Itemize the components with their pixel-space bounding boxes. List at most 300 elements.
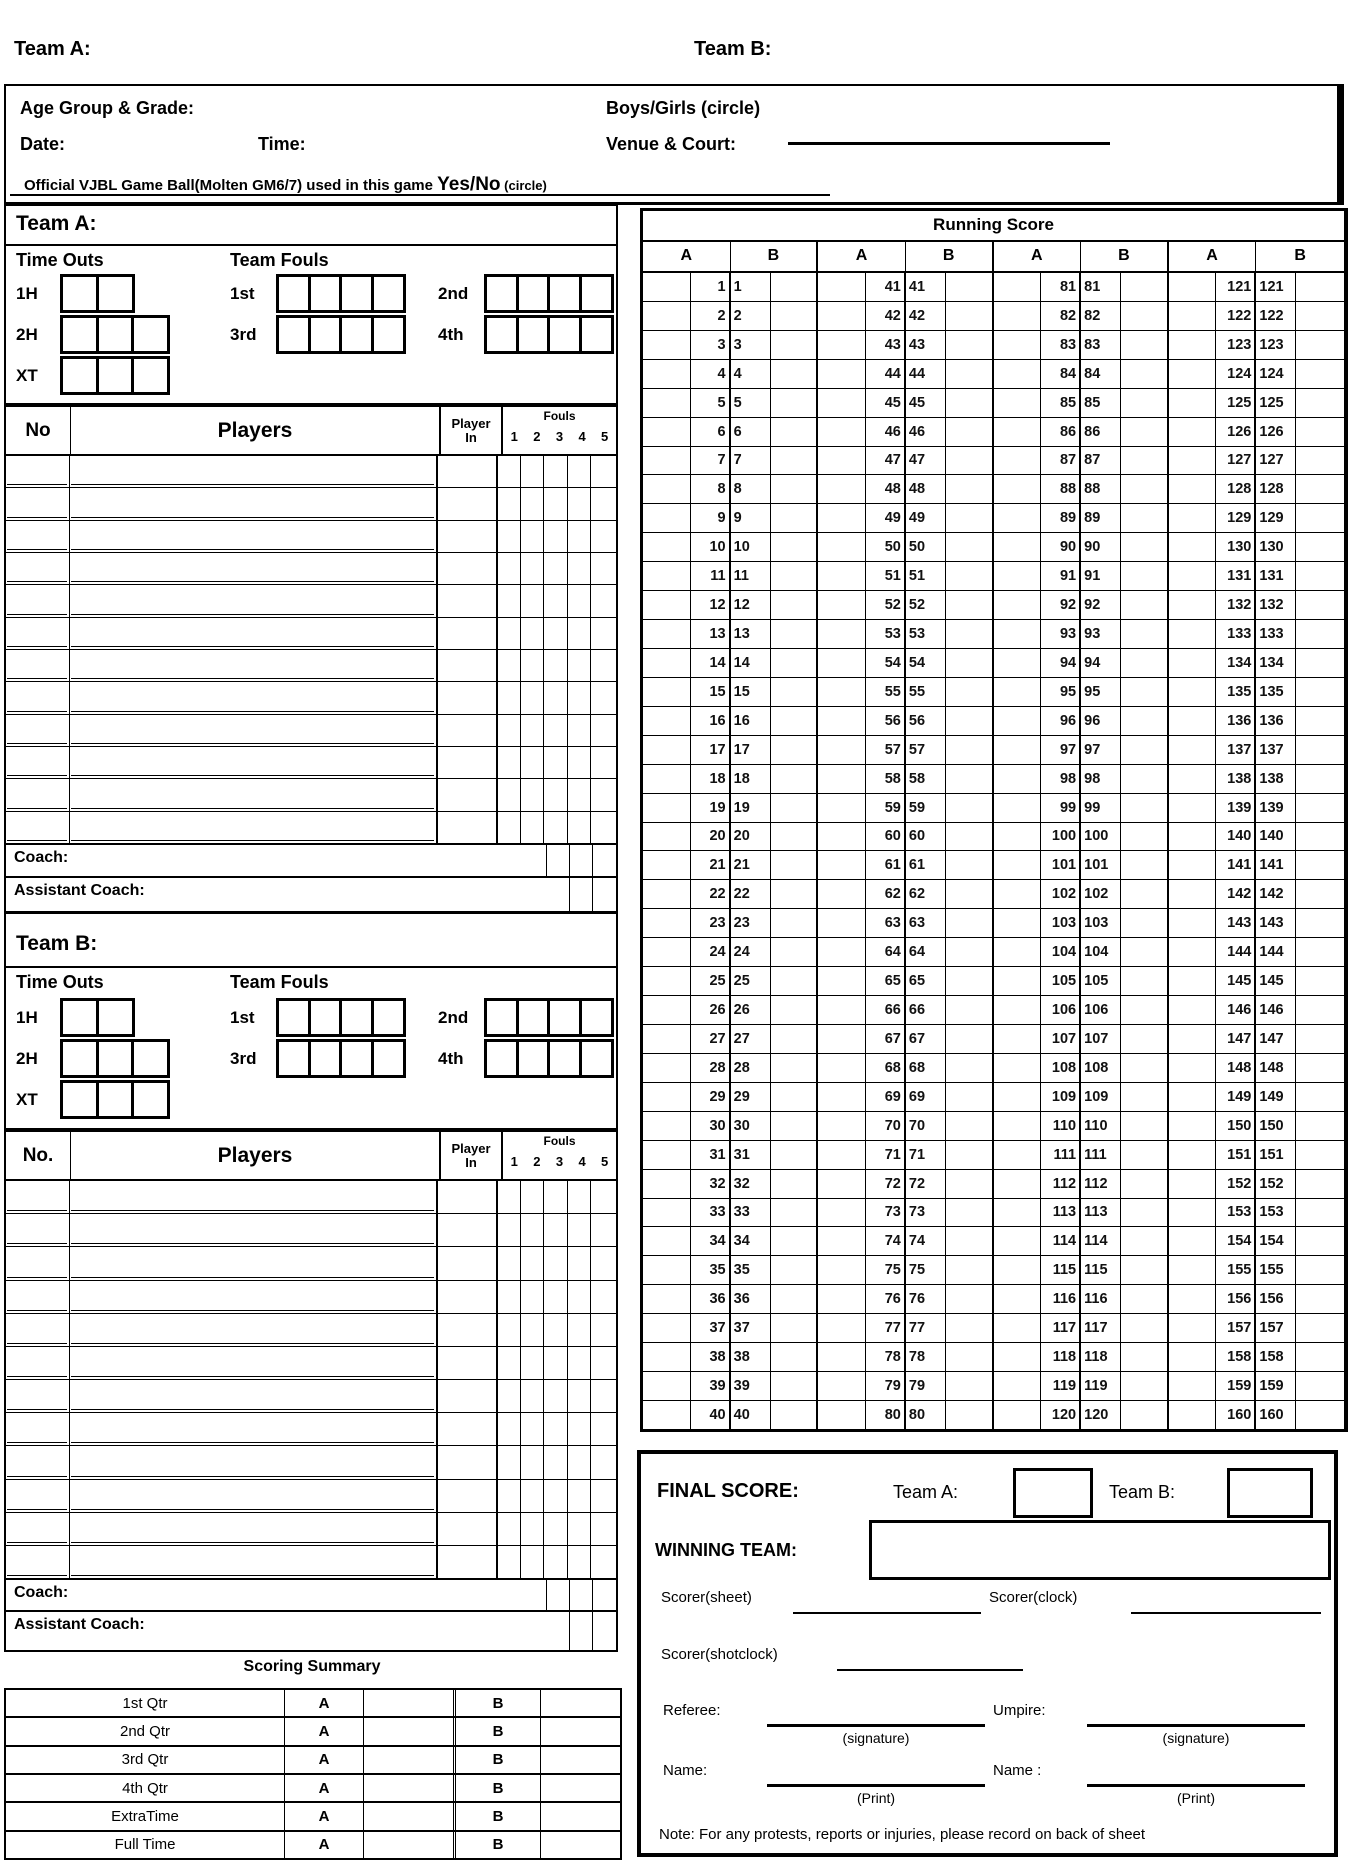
- score-entry-cell-a[interactable]: [994, 823, 1042, 851]
- score-entry-cell-b[interactable]: [1296, 1112, 1344, 1140]
- player-foul-cell[interactable]: [568, 1513, 591, 1545]
- score-number-a[interactable]: 67: [866, 1025, 906, 1053]
- score-entry-cell-a[interactable]: [818, 1199, 866, 1227]
- score-entry-cell-b[interactable]: [771, 1170, 819, 1198]
- player-number-cell[interactable]: [6, 1281, 70, 1313]
- score-entry-cell-b[interactable]: [1121, 591, 1169, 619]
- score-entry-cell-a[interactable]: [1169, 1170, 1217, 1198]
- score-entry-cell-a[interactable]: [994, 360, 1042, 388]
- player-in-cell[interactable]: [438, 1380, 498, 1412]
- score-entry-cell-a[interactable]: [818, 649, 866, 677]
- score-number-b[interactable]: 142: [1256, 880, 1296, 908]
- score-entry-cell-b[interactable]: [1121, 938, 1169, 966]
- player-number-cell[interactable]: [6, 1181, 70, 1213]
- score-entry-cell-b[interactable]: [946, 591, 994, 619]
- score-entry-cell-b[interactable]: [771, 389, 819, 417]
- score-entry-cell-b[interactable]: [1121, 1343, 1169, 1371]
- score-number-a[interactable]: 153: [1216, 1199, 1256, 1227]
- player-foul-cell[interactable]: [568, 1480, 591, 1512]
- score-number-a[interactable]: 128: [1216, 475, 1256, 503]
- player-foul-cell[interactable]: [544, 1446, 567, 1478]
- score-entry-cell-a[interactable]: [643, 909, 691, 937]
- score-number-a[interactable]: 111: [1041, 1141, 1081, 1169]
- score-number-a[interactable]: 32: [691, 1170, 731, 1198]
- score-number-b[interactable]: 110: [1081, 1112, 1121, 1140]
- team-foul-box[interactable]: [516, 998, 551, 1037]
- player-number-cell[interactable]: [6, 812, 70, 843]
- score-number-a[interactable]: 45: [866, 389, 906, 417]
- score-entry-cell-a[interactable]: [1169, 1256, 1217, 1284]
- score-number-b[interactable]: 90: [1081, 533, 1121, 561]
- player-foul-cell[interactable]: [521, 553, 544, 584]
- score-entry-cell-b[interactable]: [1296, 909, 1344, 937]
- score-entry-cell-b[interactable]: [1296, 591, 1344, 619]
- player-in-cell[interactable]: [438, 488, 498, 519]
- team-b-coach-row[interactable]: [4, 1580, 618, 1612]
- score-entry-cell-b[interactable]: [771, 418, 819, 446]
- player-foul-cell[interactable]: [568, 1546, 591, 1578]
- score-entry-cell-b[interactable]: [946, 996, 994, 1024]
- player-in-cell[interactable]: [438, 585, 498, 616]
- score-number-b[interactable]: 144: [1256, 938, 1296, 966]
- team-b-score-box[interactable]: [1227, 1468, 1313, 1518]
- player-name-cell[interactable]: [70, 585, 438, 616]
- player-foul-cell[interactable]: [521, 1314, 544, 1346]
- score-entry-cell-a[interactable]: [818, 302, 866, 330]
- score-entry-cell-b[interactable]: [1296, 1141, 1344, 1169]
- score-number-b[interactable]: 105: [1081, 967, 1121, 995]
- score-entry-cell-a[interactable]: [994, 1170, 1042, 1198]
- score-entry-cell-a[interactable]: [643, 504, 691, 532]
- score-number-b[interactable]: 107: [1081, 1025, 1121, 1053]
- score-entry-cell-a[interactable]: [1169, 678, 1217, 706]
- score-entry-cell-a[interactable]: [994, 880, 1042, 908]
- score-number-a[interactable]: 15: [691, 678, 731, 706]
- score-number-a[interactable]: 92: [1041, 591, 1081, 619]
- player-foul-cell[interactable]: [591, 1380, 614, 1412]
- score-number-a[interactable]: 24: [691, 938, 731, 966]
- player-foul-cell[interactable]: [498, 779, 521, 810]
- score-entry-cell-b[interactable]: [1296, 562, 1344, 590]
- score-entry-cell-a[interactable]: [1169, 1025, 1217, 1053]
- umpire-signature-line[interactable]: [1087, 1698, 1305, 1727]
- score-entry-cell-b[interactable]: [1121, 794, 1169, 822]
- score-entry-cell-a[interactable]: [818, 418, 866, 446]
- player-foul-cell[interactable]: [568, 812, 591, 843]
- score-entry-cell-b[interactable]: [1296, 273, 1344, 301]
- score-entry-cell-b[interactable]: [1296, 649, 1344, 677]
- player-foul-cell[interactable]: [568, 521, 591, 552]
- player-foul-cell[interactable]: [568, 1314, 591, 1346]
- player-foul-cell[interactable]: [568, 1413, 591, 1445]
- score-number-a[interactable]: 4: [691, 360, 731, 388]
- team-foul-box[interactable]: [276, 274, 311, 313]
- score-entry-cell-b[interactable]: [946, 1199, 994, 1227]
- score-entry-cell-a[interactable]: [1169, 1343, 1217, 1371]
- score-entry-cell-a[interactable]: [994, 678, 1042, 706]
- score-number-b[interactable]: 117: [1081, 1314, 1121, 1342]
- player-in-cell[interactable]: [438, 1347, 498, 1379]
- player-foul-cell[interactable]: [568, 488, 591, 519]
- score-entry-cell-b[interactable]: [771, 1112, 819, 1140]
- score-number-a[interactable]: 34: [691, 1227, 731, 1255]
- score-entry-cell-a[interactable]: [643, 1372, 691, 1400]
- score-number-a[interactable]: 130: [1216, 533, 1256, 561]
- score-number-a[interactable]: 81: [1041, 273, 1081, 301]
- player-foul-cell[interactable]: [498, 1480, 521, 1512]
- score-entry-cell-b[interactable]: [1121, 1141, 1169, 1169]
- score-number-b[interactable]: 113: [1081, 1199, 1121, 1227]
- player-foul-cell[interactable]: [544, 1546, 567, 1578]
- player-foul-cell[interactable]: [498, 1380, 521, 1412]
- player-foul-cell[interactable]: [521, 521, 544, 552]
- score-entry-cell-a[interactable]: [818, 273, 866, 301]
- score-number-b[interactable]: 16: [731, 707, 771, 735]
- score-entry-cell-a[interactable]: [994, 851, 1042, 879]
- player-name-cell[interactable]: [70, 650, 438, 681]
- player-number-cell[interactable]: [6, 456, 70, 487]
- score-entry-cell-a[interactable]: [994, 1199, 1042, 1227]
- player-foul-cell[interactable]: [521, 1247, 544, 1279]
- score-entry-cell-b[interactable]: [1296, 880, 1344, 908]
- score-number-b[interactable]: 140: [1256, 823, 1296, 851]
- score-entry-cell-a[interactable]: [1169, 273, 1217, 301]
- player-name-cell[interactable]: [70, 521, 438, 552]
- score-number-a[interactable]: 74: [866, 1227, 906, 1255]
- score-entry-cell-b[interactable]: [1121, 1199, 1169, 1227]
- player-foul-cell[interactable]: [591, 618, 614, 649]
- player-foul-cell[interactable]: [544, 747, 567, 778]
- player-foul-cell[interactable]: [591, 1247, 614, 1279]
- score-number-a[interactable]: 40: [691, 1401, 731, 1429]
- score-number-a[interactable]: 110: [1041, 1112, 1081, 1140]
- score-number-b[interactable]: 58: [906, 765, 946, 793]
- score-number-b[interactable]: 95: [1081, 678, 1121, 706]
- score-number-b[interactable]: 83: [1081, 331, 1121, 359]
- score-number-a[interactable]: 38: [691, 1343, 731, 1371]
- score-entry-cell-b[interactable]: [1121, 909, 1169, 937]
- score-entry-cell-b[interactable]: [771, 1314, 819, 1342]
- player-foul-cell[interactable]: [498, 1247, 521, 1279]
- score-number-a[interactable]: 47: [866, 447, 906, 475]
- player-foul-cell[interactable]: [591, 553, 614, 584]
- score-entry-cell-a[interactable]: [818, 880, 866, 908]
- score-number-b[interactable]: 86: [1081, 418, 1121, 446]
- score-number-a[interactable]: 83: [1041, 331, 1081, 359]
- score-entry-cell-b[interactable]: [771, 707, 819, 735]
- score-entry-cell-a[interactable]: [1169, 620, 1217, 648]
- score-entry-cell-b[interactable]: [1121, 504, 1169, 532]
- score-number-b[interactable]: 93: [1081, 620, 1121, 648]
- score-number-b[interactable]: 112: [1081, 1170, 1121, 1198]
- score-number-a[interactable]: 44: [866, 360, 906, 388]
- score-entry-cell-a[interactable]: [994, 447, 1042, 475]
- score-entry-cell-b[interactable]: [1296, 851, 1344, 879]
- score-entry-cell-a[interactable]: [1169, 302, 1217, 330]
- team-foul-box[interactable]: [339, 315, 374, 354]
- score-number-a[interactable]: 155: [1216, 1256, 1256, 1284]
- score-entry-cell-b[interactable]: [946, 504, 994, 532]
- score-entry-cell-b[interactable]: [946, 533, 994, 561]
- player-number-cell[interactable]: [6, 1546, 70, 1578]
- score-number-a[interactable]: 90: [1041, 533, 1081, 561]
- boys-girls-label[interactable]: Boys/Girls (circle): [606, 98, 761, 118]
- summary-team-a-score-cell[interactable]: [363, 1747, 453, 1773]
- score-number-a[interactable]: 66: [866, 996, 906, 1024]
- player-in-cell[interactable]: [438, 1181, 498, 1213]
- score-entry-cell-a[interactable]: [643, 707, 691, 735]
- score-entry-cell-a[interactable]: [818, 389, 866, 417]
- score-number-a[interactable]: 8: [691, 475, 731, 503]
- score-entry-cell-b[interactable]: [771, 1227, 819, 1255]
- score-entry-cell-a[interactable]: [818, 1401, 866, 1429]
- score-entry-cell-a[interactable]: [994, 331, 1042, 359]
- player-foul-cell[interactable]: [498, 1513, 521, 1545]
- score-number-b[interactable]: 38: [731, 1343, 771, 1371]
- score-number-a[interactable]: 54: [866, 649, 906, 677]
- score-entry-cell-a[interactable]: [643, 302, 691, 330]
- player-number-cell[interactable]: [6, 1247, 70, 1279]
- score-entry-cell-b[interactable]: [946, 678, 994, 706]
- team-foul-box[interactable]: [276, 1039, 311, 1078]
- player-foul-cell[interactable]: [544, 585, 567, 616]
- score-number-b[interactable]: 31: [731, 1141, 771, 1169]
- player-in-cell[interactable]: [438, 618, 498, 649]
- score-entry-cell-b[interactable]: [771, 1083, 819, 1111]
- player-foul-cell[interactable]: [521, 456, 544, 487]
- score-number-b[interactable]: 158: [1256, 1343, 1296, 1371]
- player-name-cell[interactable]: [70, 682, 438, 713]
- score-number-a[interactable]: 77: [866, 1314, 906, 1342]
- score-entry-cell-b[interactable]: [1121, 273, 1169, 301]
- score-entry-cell-a[interactable]: [994, 562, 1042, 590]
- score-entry-cell-a[interactable]: [1169, 562, 1217, 590]
- summary-team-b-score-cell[interactable]: [540, 1718, 620, 1744]
- score-number-b[interactable]: 3: [731, 331, 771, 359]
- player-in-cell[interactable]: [438, 1314, 498, 1346]
- player-number-cell[interactable]: [6, 1413, 70, 1445]
- score-entry-cell-a[interactable]: [818, 1227, 866, 1255]
- score-entry-cell-a[interactable]: [818, 1054, 866, 1082]
- player-in-cell[interactable]: [438, 682, 498, 713]
- score-entry-cell-b[interactable]: [946, 389, 994, 417]
- score-number-b[interactable]: 72: [906, 1170, 946, 1198]
- score-entry-cell-a[interactable]: [818, 504, 866, 532]
- score-number-a[interactable]: 3: [691, 331, 731, 359]
- player-foul-cell[interactable]: [591, 812, 614, 843]
- score-entry-cell-a[interactable]: [994, 620, 1042, 648]
- team-foul-box[interactable]: [547, 998, 582, 1037]
- team-foul-box[interactable]: [371, 315, 406, 354]
- score-entry-cell-a[interactable]: [643, 389, 691, 417]
- score-entry-cell-a[interactable]: [1169, 880, 1217, 908]
- score-number-a[interactable]: 30: [691, 1112, 731, 1140]
- score-number-b[interactable]: 68: [906, 1054, 946, 1082]
- score-entry-cell-b[interactable]: [1121, 707, 1169, 735]
- score-entry-cell-a[interactable]: [818, 1314, 866, 1342]
- score-entry-cell-b[interactable]: [946, 707, 994, 735]
- team-foul-box[interactable]: [308, 1039, 343, 1078]
- referee-signature-line[interactable]: [767, 1698, 985, 1727]
- score-number-a[interactable]: 85: [1041, 389, 1081, 417]
- player-in-cell[interactable]: [438, 1247, 498, 1279]
- score-number-b[interactable]: 148: [1256, 1054, 1296, 1082]
- player-name-cell[interactable]: [70, 715, 438, 746]
- player-foul-cell[interactable]: [591, 1480, 614, 1512]
- player-name-cell[interactable]: [70, 747, 438, 778]
- score-entry-cell-a[interactable]: [994, 996, 1042, 1024]
- score-number-b[interactable]: 150: [1256, 1112, 1296, 1140]
- score-entry-cell-a[interactable]: [818, 1256, 866, 1284]
- score-entry-cell-b[interactable]: [771, 620, 819, 648]
- score-entry-cell-b[interactable]: [771, 1256, 819, 1284]
- score-number-a[interactable]: 147: [1216, 1025, 1256, 1053]
- score-entry-cell-a[interactable]: [818, 1372, 866, 1400]
- player-foul-cell[interactable]: [591, 650, 614, 681]
- team-foul-box[interactable]: [579, 1039, 614, 1078]
- score-entry-cell-b[interactable]: [1121, 1170, 1169, 1198]
- score-entry-cell-a[interactable]: [643, 331, 691, 359]
- timeout-box[interactable]: [96, 998, 135, 1037]
- score-number-a[interactable]: 71: [866, 1141, 906, 1169]
- player-foul-cell[interactable]: [544, 812, 567, 843]
- score-entry-cell-a[interactable]: [643, 1343, 691, 1371]
- score-entry-cell-a[interactable]: [643, 360, 691, 388]
- summary-team-b-score-cell[interactable]: [540, 1775, 620, 1801]
- score-entry-cell-b[interactable]: [1121, 447, 1169, 475]
- score-entry-cell-b[interactable]: [1296, 389, 1344, 417]
- score-entry-cell-b[interactable]: [1296, 1372, 1344, 1400]
- score-number-a[interactable]: 78: [866, 1343, 906, 1371]
- score-number-b[interactable]: 137: [1256, 736, 1296, 764]
- score-number-a[interactable]: 133: [1216, 620, 1256, 648]
- player-foul-cell[interactable]: [521, 747, 544, 778]
- player-foul-cell[interactable]: [544, 456, 567, 487]
- score-entry-cell-b[interactable]: [946, 1372, 994, 1400]
- score-entry-cell-b[interactable]: [771, 504, 819, 532]
- score-number-b[interactable]: 97: [1081, 736, 1121, 764]
- team-foul-box[interactable]: [308, 274, 343, 313]
- score-number-a[interactable]: 36: [691, 1285, 731, 1313]
- score-number-b[interactable]: 98: [1081, 765, 1121, 793]
- score-number-b[interactable]: 49: [906, 504, 946, 532]
- score-number-b[interactable]: 126: [1256, 418, 1296, 446]
- team-b-assistant-coach-row[interactable]: [4, 1612, 618, 1652]
- score-number-b[interactable]: 134: [1256, 649, 1296, 677]
- score-number-b[interactable]: 27: [731, 1025, 771, 1053]
- score-number-b[interactable]: 104: [1081, 938, 1121, 966]
- score-number-a[interactable]: 136: [1216, 707, 1256, 735]
- player-foul-cell[interactable]: [544, 650, 567, 681]
- score-number-b[interactable]: 88: [1081, 475, 1121, 503]
- score-entry-cell-b[interactable]: [1296, 1199, 1344, 1227]
- score-number-a[interactable]: 100: [1041, 823, 1081, 851]
- score-number-b[interactable]: 17: [731, 736, 771, 764]
- score-number-b[interactable]: 55: [906, 678, 946, 706]
- score-entry-cell-b[interactable]: [771, 331, 819, 359]
- umpire-name-line[interactable]: [1087, 1758, 1305, 1787]
- score-number-b[interactable]: 54: [906, 649, 946, 677]
- score-entry-cell-a[interactable]: [818, 331, 866, 359]
- player-foul-cell[interactable]: [498, 682, 521, 713]
- player-number-cell[interactable]: [6, 747, 70, 778]
- score-number-b[interactable]: 143: [1256, 909, 1296, 937]
- score-entry-cell-a[interactable]: [994, 302, 1042, 330]
- score-number-a[interactable]: 69: [866, 1083, 906, 1111]
- score-number-b[interactable]: 67: [906, 1025, 946, 1053]
- score-number-a[interactable]: 97: [1041, 736, 1081, 764]
- player-number-cell[interactable]: [6, 1446, 70, 1478]
- player-foul-cell[interactable]: [591, 1281, 614, 1313]
- player-name-cell[interactable]: [70, 1413, 438, 1445]
- summary-team-a-score-cell[interactable]: [363, 1775, 453, 1801]
- score-number-b[interactable]: 59: [906, 794, 946, 822]
- score-entry-cell-b[interactable]: [771, 1343, 819, 1371]
- player-in-cell[interactable]: [438, 1214, 498, 1246]
- score-entry-cell-b[interactable]: [771, 678, 819, 706]
- score-number-b[interactable]: 99: [1081, 794, 1121, 822]
- player-number-cell[interactable]: [6, 682, 70, 713]
- player-number-cell[interactable]: [6, 1480, 70, 1512]
- score-number-b[interactable]: 89: [1081, 504, 1121, 532]
- score-number-a[interactable]: 127: [1216, 447, 1256, 475]
- score-entry-cell-a[interactable]: [994, 1256, 1042, 1284]
- score-entry-cell-b[interactable]: [771, 851, 819, 879]
- score-number-a[interactable]: 105: [1041, 967, 1081, 995]
- score-number-b[interactable]: 129: [1256, 504, 1296, 532]
- score-number-a[interactable]: 143: [1216, 909, 1256, 937]
- score-entry-cell-a[interactable]: [643, 1199, 691, 1227]
- score-entry-cell-b[interactable]: [1121, 620, 1169, 648]
- score-entry-cell-a[interactable]: [818, 447, 866, 475]
- score-number-b[interactable]: 43: [906, 331, 946, 359]
- score-entry-cell-b[interactable]: [1121, 331, 1169, 359]
- score-entry-cell-b[interactable]: [771, 649, 819, 677]
- score-number-a[interactable]: 115: [1041, 1256, 1081, 1284]
- score-entry-cell-a[interactable]: [818, 938, 866, 966]
- score-number-a[interactable]: 109: [1041, 1083, 1081, 1111]
- score-number-a[interactable]: 20: [691, 823, 731, 851]
- score-entry-cell-a[interactable]: [818, 707, 866, 735]
- player-foul-cell[interactable]: [568, 1446, 591, 1478]
- player-in-cell[interactable]: [438, 521, 498, 552]
- score-number-b[interactable]: 131: [1256, 562, 1296, 590]
- score-number-a[interactable]: 79: [866, 1372, 906, 1400]
- score-number-b[interactable]: 94: [1081, 649, 1121, 677]
- player-in-cell[interactable]: [438, 650, 498, 681]
- score-entry-cell-b[interactable]: [1121, 533, 1169, 561]
- score-number-b[interactable]: 21: [731, 851, 771, 879]
- score-number-a[interactable]: 140: [1216, 823, 1256, 851]
- score-number-a[interactable]: 10: [691, 533, 731, 561]
- score-entry-cell-a[interactable]: [643, 273, 691, 301]
- score-number-b[interactable]: 108: [1081, 1054, 1121, 1082]
- score-entry-cell-a[interactable]: [818, 1083, 866, 1111]
- player-foul-cell[interactable]: [568, 1247, 591, 1279]
- score-entry-cell-a[interactable]: [643, 851, 691, 879]
- score-entry-cell-b[interactable]: [771, 996, 819, 1024]
- score-entry-cell-a[interactable]: [994, 909, 1042, 937]
- timeout-box[interactable]: [60, 1039, 99, 1078]
- score-number-b[interactable]: 118: [1081, 1343, 1121, 1371]
- team-foul-box[interactable]: [371, 1039, 406, 1078]
- score-number-a[interactable]: 75: [866, 1256, 906, 1284]
- score-entry-cell-b[interactable]: [946, 1054, 994, 1082]
- team-foul-box[interactable]: [579, 274, 614, 313]
- score-entry-cell-a[interactable]: [643, 1083, 691, 1111]
- score-number-b[interactable]: 85: [1081, 389, 1121, 417]
- score-number-a[interactable]: 80: [866, 1401, 906, 1429]
